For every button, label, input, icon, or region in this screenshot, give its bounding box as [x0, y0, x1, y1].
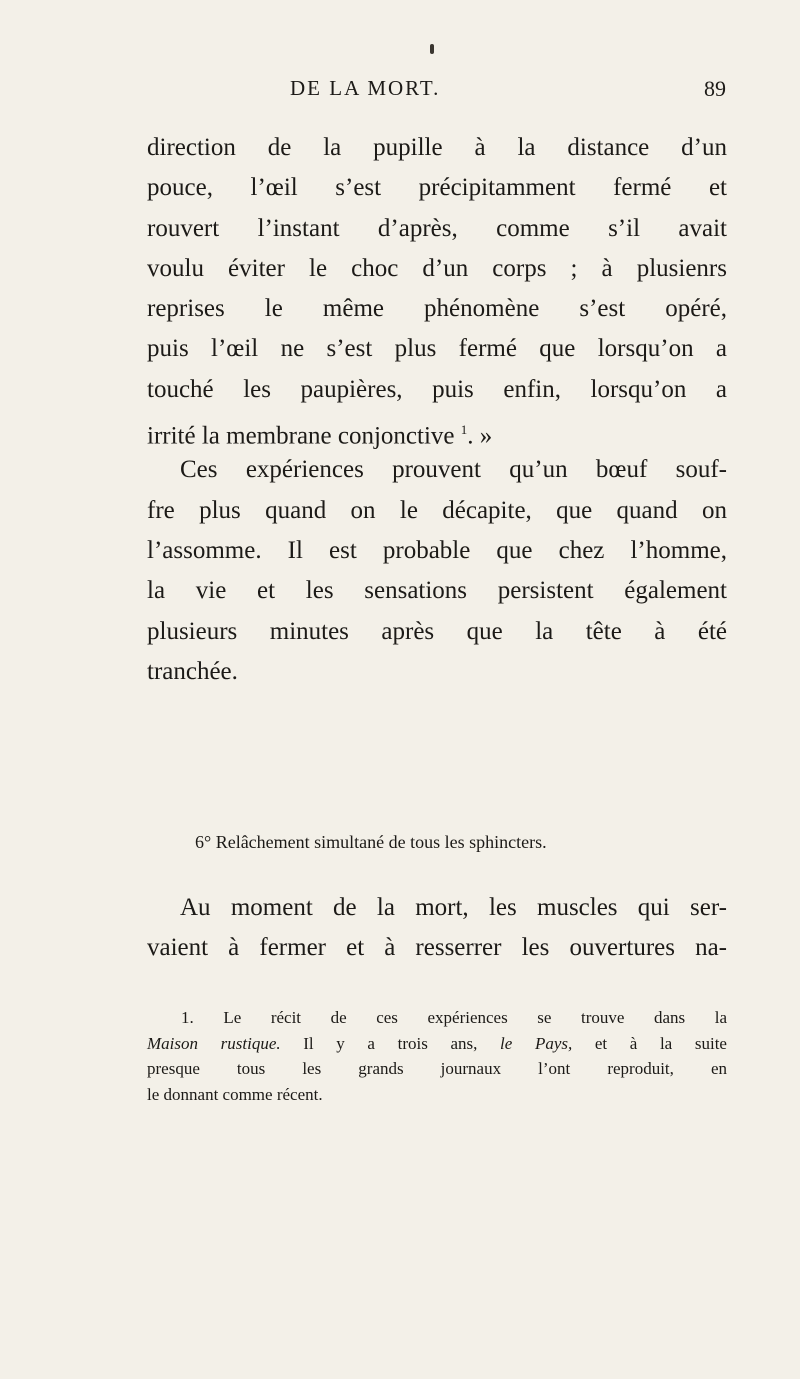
text-line: fre plus quand on le décapite, que quand on — [147, 496, 727, 524]
text-line: tranchée. — [147, 657, 238, 685]
text-line: plusieurs minutes après que la tête à été — [147, 617, 727, 645]
text-line: Au moment de la mort, les muscles qui ser- — [180, 894, 727, 921]
text-line: voulu éviter le choc d’un corps ; à plusienrs — [147, 254, 727, 282]
text-line: pouce, l’œil s’est précipitamment fermé et — [147, 174, 727, 202]
text-line: Ces expériences prouvent qu’un bœuf souf- — [180, 456, 727, 484]
text-line: l’assomme. Il est probable que chez l’homme, — [147, 536, 727, 564]
text-line: rouvert l’instant d’après, comme s’il avait — [147, 214, 727, 242]
text-line: direction de la pupille à la distance d’un — [147, 134, 727, 161]
footnote-text: Le récit de ces expériences se trouve dans la — [223, 1008, 727, 1027]
footnote-reference: 1 — [460, 422, 468, 438]
quote-close: . » — [467, 422, 493, 450]
text-line: touché les paupières, puis enfin, lorsqu’on a — [147, 375, 727, 403]
footnote-line: le donnant comme récent. — [147, 1084, 323, 1104]
footnote-line — [147, 1031, 727, 1057]
footnote-marker: 1. — [181, 1008, 194, 1027]
text-line: vaient à fermer et à resserrer les ouvertures na- — [147, 934, 727, 962]
text-line: puis l’œil ne s’est plus fermé que lorsqu’on a — [147, 335, 727, 363]
footnote-text: Il y a trois ans, — [280, 1033, 501, 1053]
paragraph-end-text: irrité la membrane conjonctive — [147, 422, 455, 450]
running-head: DE LA MORT. — [290, 76, 441, 100]
section-heading: 6° Relâchement simultané de tous les sphincters. — [195, 832, 547, 852]
footnote-line: presque tous les grands journaux l’ont reproduit, en — [147, 1059, 727, 1078]
footnote-title: le Pays, — [500, 1033, 573, 1053]
text-line: la vie et les sensations persistent également — [147, 577, 727, 605]
main-text — [147, 128, 727, 692]
page-header — [290, 76, 726, 106]
page-number: 89 — [704, 76, 726, 101]
footnote-title: Maison rustique. — [147, 1033, 281, 1053]
text-line: reprises le même phénomène s’est opéré, — [147, 295, 727, 323]
text-line-last — [147, 410, 727, 450]
section-text — [147, 888, 727, 969]
footnote-line — [147, 1005, 727, 1031]
footnote-text: et à la suite — [572, 1033, 727, 1053]
footnote — [147, 1005, 727, 1107]
print-speck — [430, 44, 434, 54]
